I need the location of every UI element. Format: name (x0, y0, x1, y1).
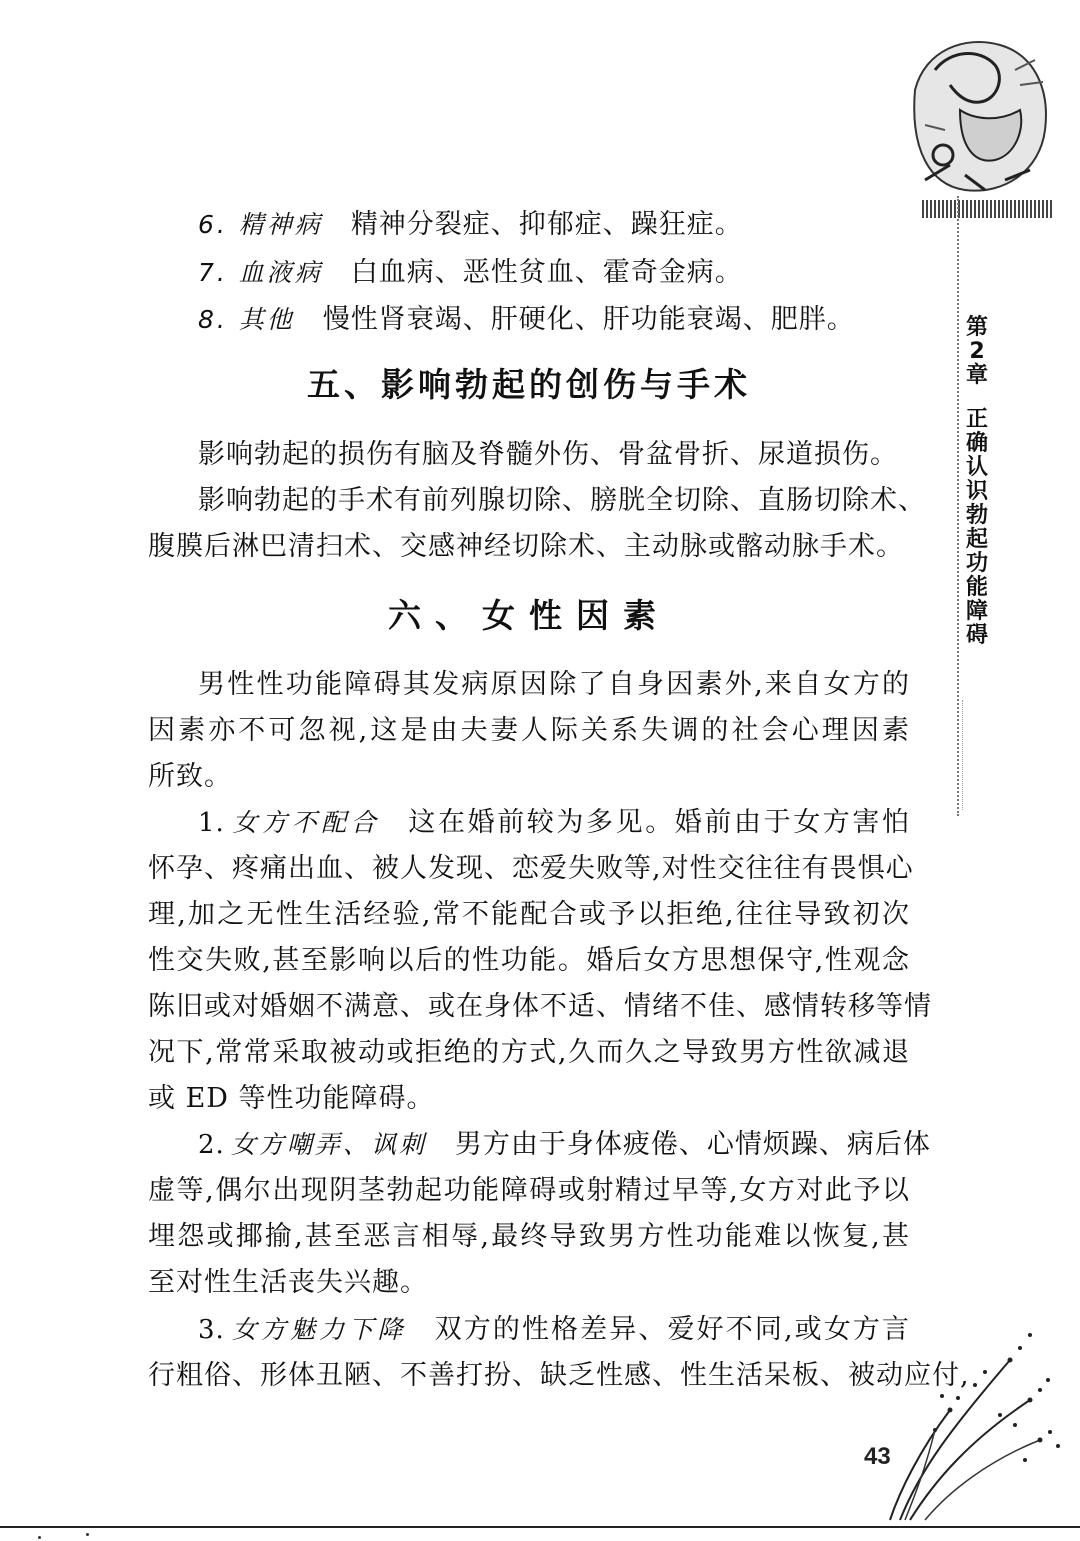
paragraph-line: 行粗俗、形体丑陋、不善打扮、缺乏性感、性生活呆板、被动应付, (148, 1360, 970, 1391)
list-item (198, 256, 898, 290)
list-item-text: 慢性肾衰竭、肝硬化、肝功能衰竭、肥胖。 (322, 304, 855, 335)
list-item-label: 7. 血液病 (198, 258, 323, 287)
list-item (198, 303, 898, 337)
paragraph-line: 陈旧或对婚姻不满意、或在身体不适、情绪不佳、感情转移等情 (148, 991, 932, 1022)
paragraph-line: 腹膜后淋巴清扫术、交感神经切除术、主动脉或髂动脉手术。 (148, 531, 904, 562)
scan-speck (86, 1533, 89, 1536)
list-item-label: 8. 其他 (198, 305, 295, 334)
list-item-label: 6. 精神病 (198, 210, 323, 239)
margin-divider (957, 196, 959, 816)
list-item (198, 208, 898, 242)
paragraph-line: 理,加之无性生活经验,常不能配合或予以拒绝,往往导致初次 (148, 899, 910, 930)
list-item-first-line (198, 806, 910, 840)
chapter-title: 正确认识勃起功能障碍 (965, 407, 988, 648)
item-number: 2. (198, 1130, 225, 1160)
list-item-text: 白血病、恶性贫血、霍奇金病。 (350, 257, 743, 288)
section-heading: 六、女性因素 (388, 596, 670, 635)
paragraph-line: 至对性生活丧失兴趣。 (148, 1267, 428, 1298)
section-heading: 五、影响勃起的创伤与手术 (307, 365, 751, 404)
chapter-tab-band (922, 200, 1052, 218)
paragraph-line: 虚等,偶尔出现阴茎勃起功能障碍或射精过早等,女方对此予以 (148, 1175, 910, 1206)
page-number: 43 (864, 1443, 891, 1470)
paragraph-line: 因素亦不可忽视,这是由夫妻人际关系失调的社会心理因素 (148, 715, 910, 746)
list-item-text: 精神分裂症、抑郁症、躁狂症。 (350, 209, 743, 240)
paragraph-line: 所致。 (148, 761, 232, 792)
paragraph-line: 男性性功能障碍其发病原因除了自身因素外,来自女方的 (198, 669, 910, 700)
paragraph-line: 或 ED 等性功能障碍。 (148, 1083, 435, 1114)
item-text: 这在婚前较为多见。婚前由于女方害怕 (408, 807, 910, 838)
item-label: 女方不配合 (230, 808, 381, 837)
paragraph-line: 怀孕、疼痛出血、被人发现、恋爱失败等,对性交往往有畏惧心 (148, 853, 914, 884)
chapter-illustration (905, 30, 1055, 200)
paragraph-line: 影响勃起的损伤有脑及脊髓外伤、骨盆骨折、尿道损伤。 (198, 439, 898, 470)
item-text: 男方由于身体疲倦、心情烦躁、病后体 (454, 1129, 931, 1160)
item-number: 1. (198, 808, 225, 838)
item-label: 女方嘲弄、讽刺 (230, 1130, 427, 1159)
item-number: 3. (198, 1315, 225, 1345)
item-text: 双方的性格差异、爱好不同,或女方言 (434, 1314, 910, 1345)
paragraph-line: 性交失败,甚至影响以后的性功能。婚后女方思想保守,性观念 (148, 945, 910, 976)
paragraph-line: 埋怨或揶揄,甚至恶言相辱,最终导致男方性功能难以恢复,甚 (148, 1221, 910, 1252)
paragraph-line: 况下,常常采取被动或拒绝的方式,久而久之导致男方性欲减退 (148, 1037, 910, 1068)
list-item-first-line (198, 1313, 910, 1347)
margin-divider-secondary (962, 700, 963, 810)
list-item-first-line (198, 1128, 931, 1162)
chapter-running-head (962, 316, 992, 648)
grass-decoration (880, 1320, 1070, 1525)
chapter-label: 第2章 (965, 315, 988, 388)
paragraph-line: 影响勃起的手术有前列腺切除、膀胱全切除、直肠切除术、 (198, 485, 926, 516)
page-bottom-rule (0, 1526, 1080, 1528)
scan-speck (38, 1536, 41, 1539)
item-label: 女方魅力下降 (230, 1315, 407, 1344)
